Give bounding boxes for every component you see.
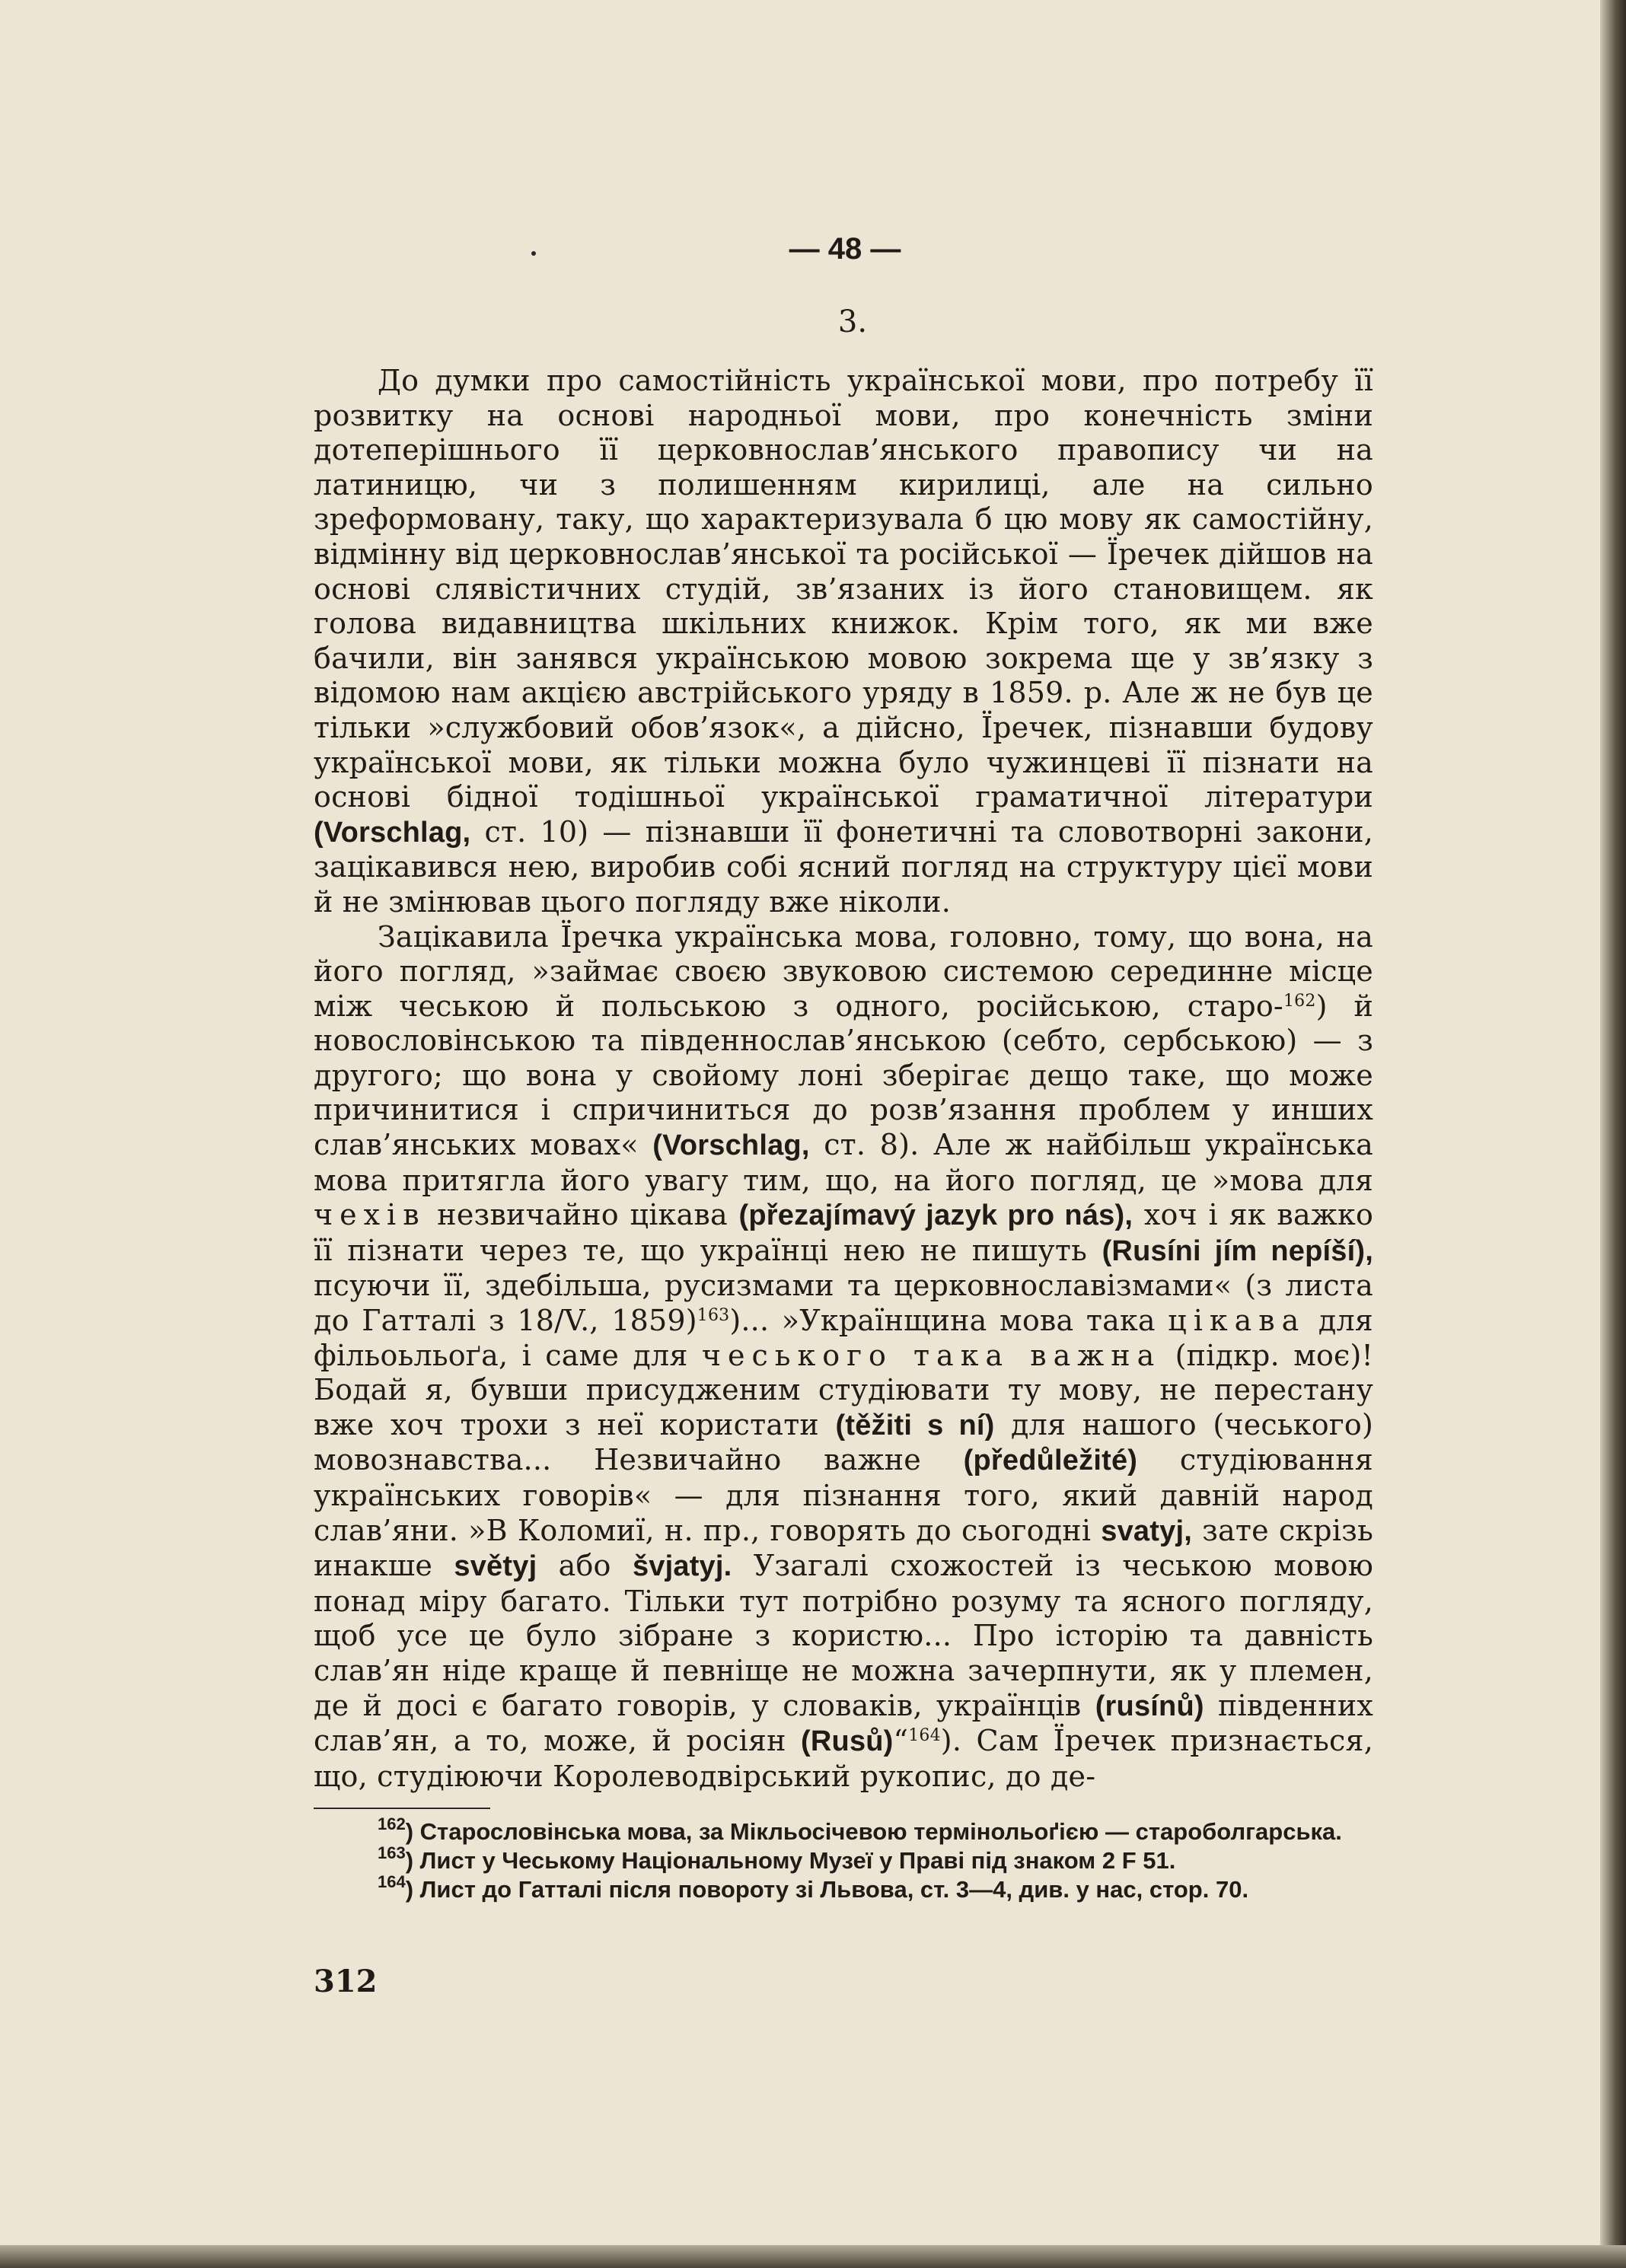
section-number: 3. (837, 304, 868, 339)
scan-edge-right (1600, 0, 1626, 2268)
paragraph-1: До думки про самостійність української мови, про потребу її розвитку на основі народньої мови, про конечність зміни дотеперішнього її церковнослав’янського правопису чи на латиницю, чи з полишенням кирилиці, але на сильно зреформовану, таку, що характеризувала б цю мову як самостійну, відмінну від церковнослав’янської та російської — Їречек дійшов на основі слявістичних студій, зв’язаних із його становищем. як голова видавництва шкільних книжок. Крім того, як ми вже бачили, він занявся українською мовою зокрема ще у зв’язку з відомою нам акцією австрійського уряду в 1859. р. Але ж не був це тільки »службовий обов’язок«, а дійсно, Їречек, пізнавши будову української мови, як тільки можна було чужинцеві її пізнати на основі бідної тодішньої української граматичної літератури (Vorschlag, ст. 10) — пізнавши її фонетичні та словотворні закони, зацікавився нею, виробив собі ясний погляд на структуру цієї мови й не змінював цього погляду вже ніколи. (314, 364, 1373, 919)
running-head: — 48 — (789, 232, 901, 266)
footnote-ref: 163 (697, 1306, 730, 1326)
page-number: 312 (314, 1964, 378, 1999)
footnote: $^{163}$) Лист у Чеському Національному Музеї у Праві під знаком 2 F 51. (378, 1843, 1176, 1874)
footnote-rule (314, 1808, 490, 1809)
ink-dot (531, 251, 536, 256)
footnote: $^{162}$) Старословінська мова, за Мікльосічевою термінольоґією — староболгарська. (378, 1814, 1342, 1845)
paragraph-2: Зацікавила Їречка українська мова, головно, тому, що вона, на його погляд, »займає своєю звуковою системою серединне місце між чеською й польською з одного, російською, старо-$^{162}$) й новословінською та південнослав’янською (себто, сербською) — з другого; що вона у свойому лоні зберігає дещо таке, що може причинитися і спричиниться до розв’язання проблем у инших слав’янських мовах« (Vorschlag, ст. 8). Але ж найбільш українська мова притягла його увагу тим, що, на його погляд, це »мова для чехів незвичайно цікава (přezajímavý jazyk pro nás), хоч і як важко її пізнати через те, що українці нею не пишуть (Rusíni jím nepíší), псуючи її, здебільша, русизмами та церковнославізмами« (з листа до Гатталі з 18/V., 1859)$^{163}$)... »Українщина мова така цікава для фільоьльоґа, і саме для чеського така важна (підкр. моє)! Бодай я, бувши присудженим студіювати ту мову, не перестану вже хоч трохи з неї користати (těžiti s ní) для нашого (чеського) мовознавства... Незвичайно важне (předůležité) студіювання українських говорів« — для пізнання того, який давній народ слав’яни. »В Коломиї, н. пр., говорять до сьогодні svatyj, зате скрізь инакше světyj або švjatyj. Узагалі схожостей із чеською мовою понад міру багато. Тільки тут потрібно розуму та ясного погляду, щоб усе це було зібране з користю... Про історію та давність слав’ян ніде краще й певніще не можна зачерпнути, як у племен, де й досі є багато говорів, у словаків, українців (rusínů) південних слав’ян, а то, може, й росіян (Rusů)“$^{164}$). Сам Їречек признається, що, студіюючи Королеводвірський рукопис, до де- (314, 919, 1374, 1793)
footnotes (314, 1814, 1373, 1904)
footnote-ref: 164 (908, 1726, 941, 1746)
main-text (314, 364, 1373, 1794)
footnote-ref: 162 (1283, 991, 1316, 1011)
scan-edge-bottom (0, 2245, 1626, 2268)
footnote: $^{164}$) Лист до Гатталі після повороту зі Львова, ст. 3—4, див. у нас, стор. 70. (378, 1872, 1249, 1903)
